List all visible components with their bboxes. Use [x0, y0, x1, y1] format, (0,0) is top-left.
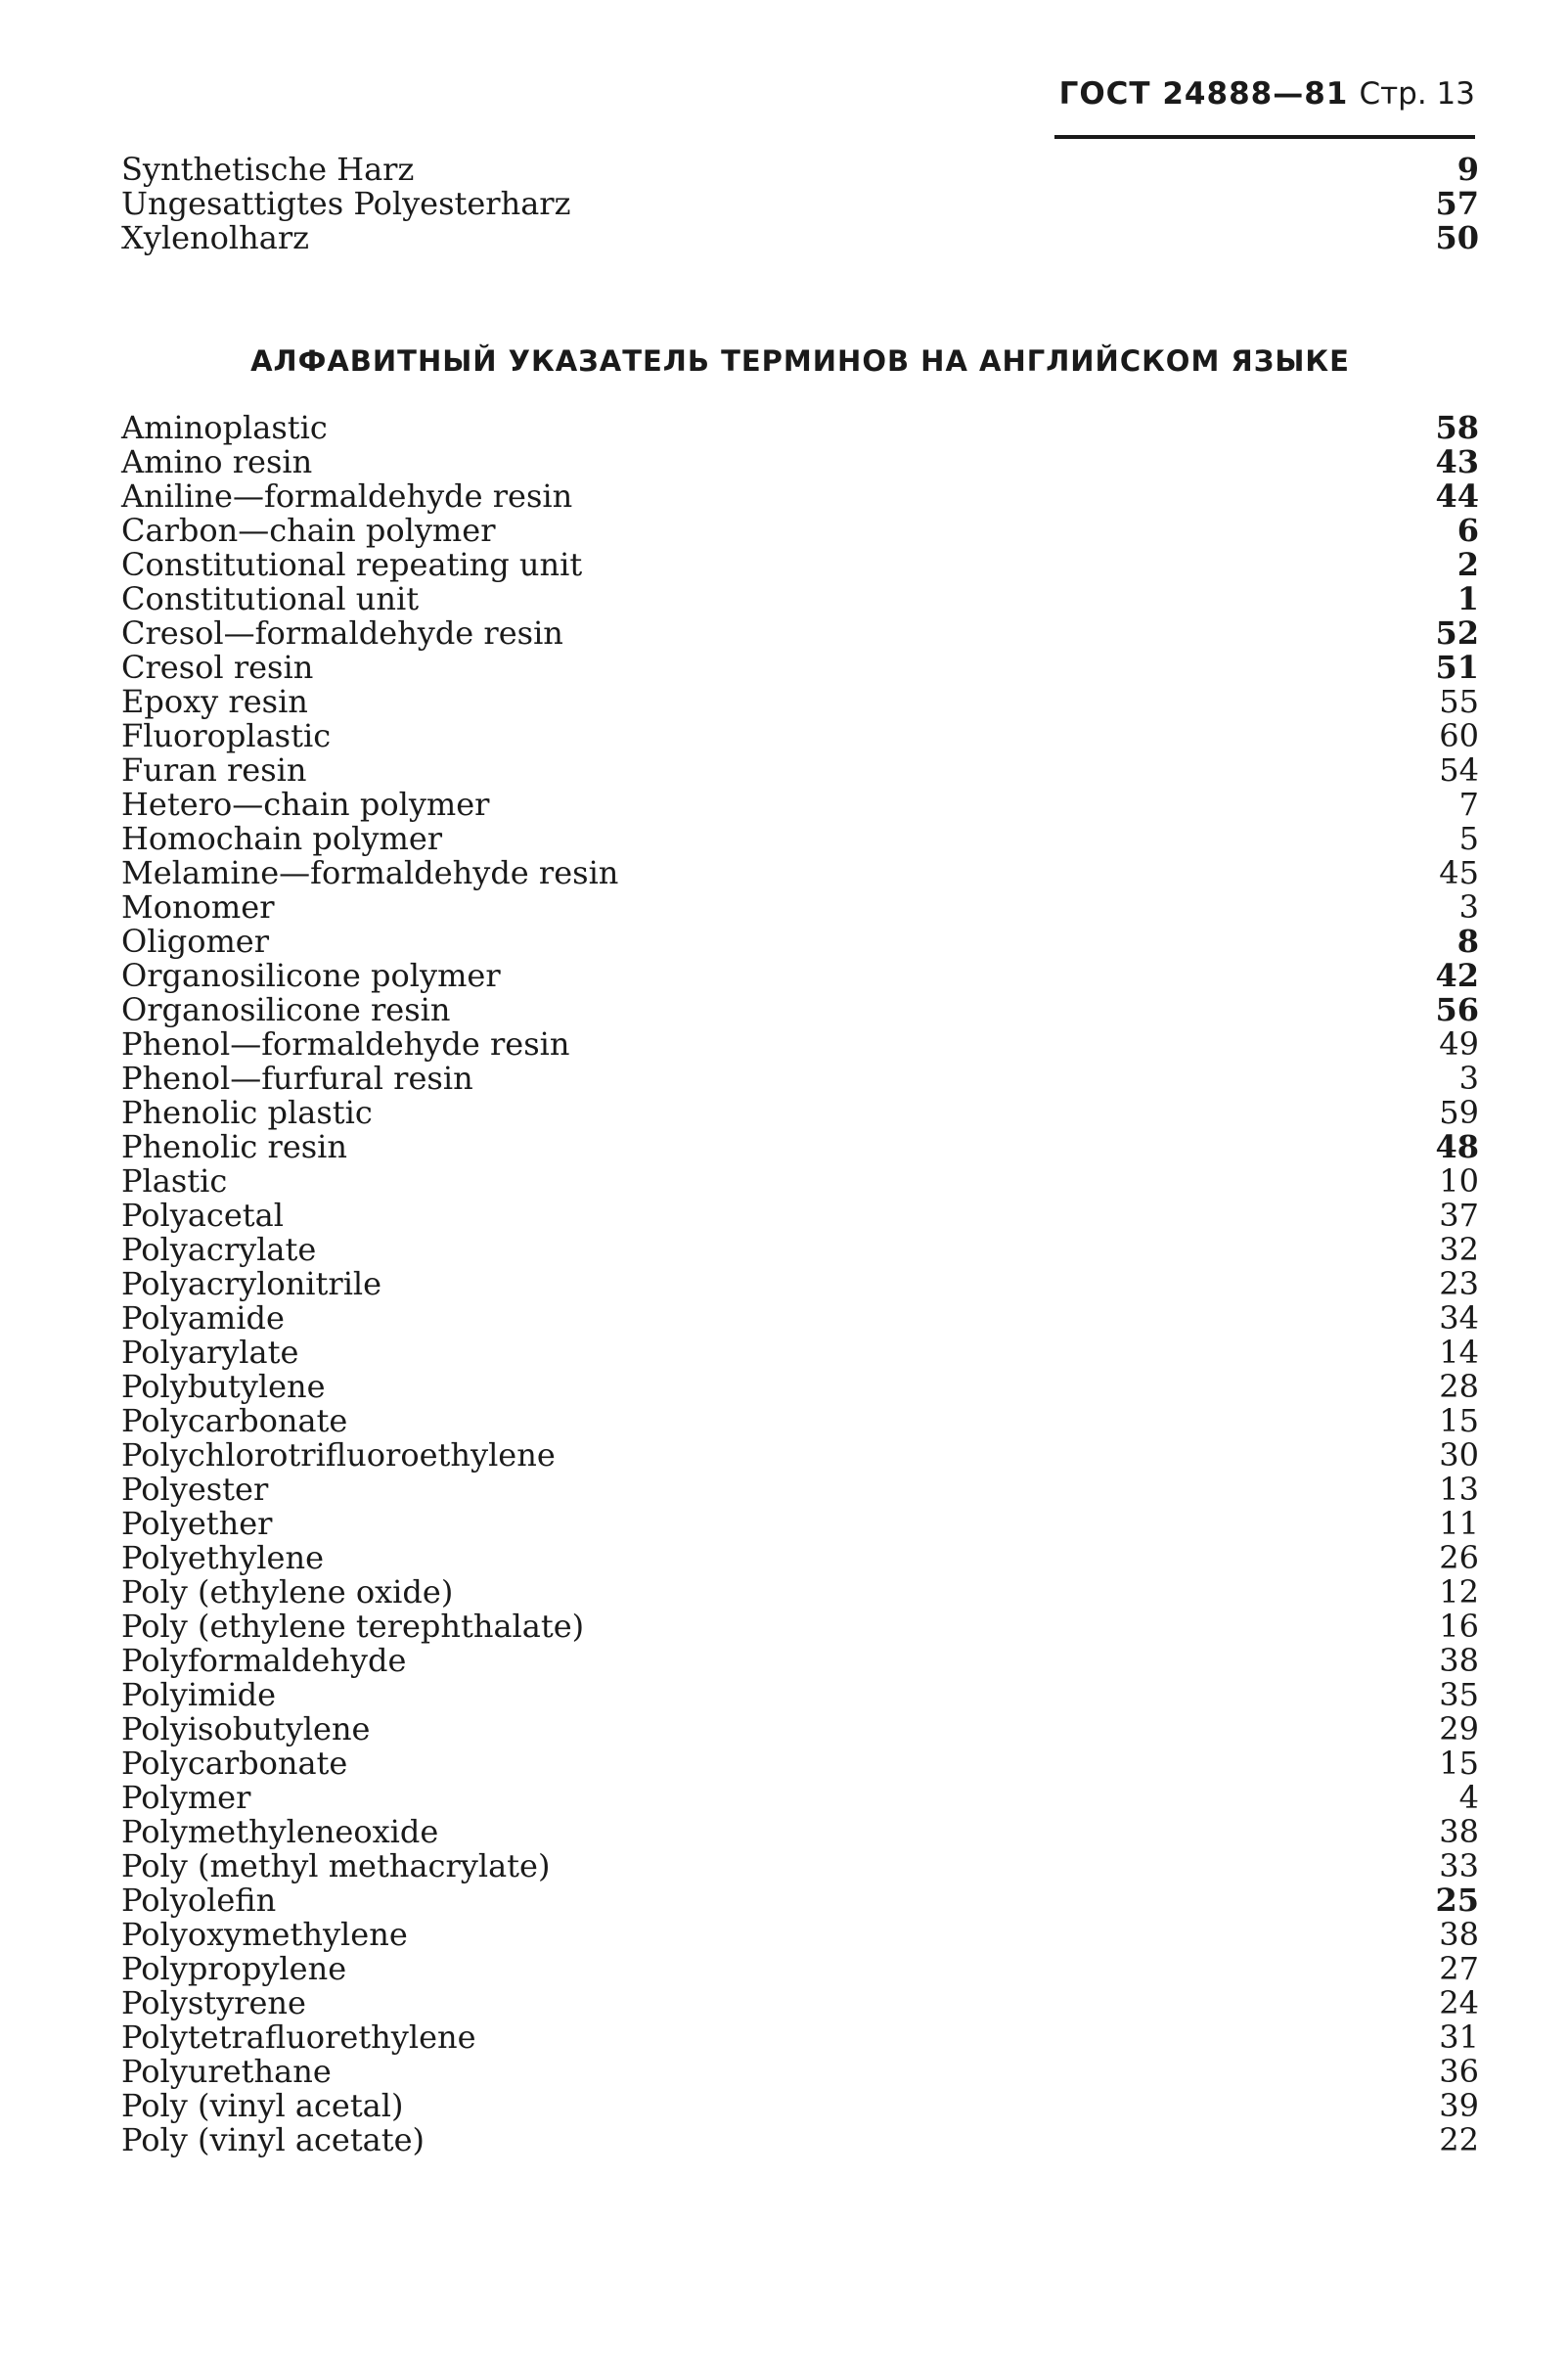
index-term-number: 49	[1439, 1025, 1479, 1063]
index-term-number: 9	[1456, 151, 1479, 188]
index-entry	[121, 1096, 1479, 1130]
index-term: Constitutional repeating unit	[121, 546, 583, 583]
index-term: Polymer	[121, 1779, 251, 1816]
index-term-number: 36	[1439, 2053, 1479, 2090]
index-entry	[121, 1575, 1479, 1610]
index-term: Polyamide	[121, 1299, 285, 1337]
index-term-number: 58	[1435, 409, 1479, 446]
index-term-number: 16	[1439, 1608, 1479, 1645]
index-entry	[121, 1301, 1479, 1336]
index-term-number: 7	[1458, 786, 1479, 823]
index-term-number: 33	[1439, 1847, 1479, 1884]
index-term-number: 6	[1456, 512, 1479, 549]
index-entry	[121, 890, 1479, 925]
index-term: Aminoplastic	[121, 409, 328, 446]
index-entry	[121, 2123, 1479, 2157]
index-entry	[121, 1644, 1479, 1678]
section-title: АЛФАВИТНЫЙ УКАЗАТЕЛЬ ТЕРМИНОВ НА АНГЛИЙСКОМ ЯЗЫКЕ	[250, 344, 1350, 378]
index-entry	[121, 1404, 1479, 1438]
index-term: Polyether	[121, 1505, 273, 1542]
index-term: Organosilicone polymer	[121, 957, 501, 994]
index-term: Polybutylene	[121, 1368, 326, 1405]
index-term-number: 22	[1439, 2121, 1479, 2158]
index-term: Homochain polymer	[121, 820, 443, 857]
index-term: Fluoroplastic	[121, 717, 332, 754]
index-term-number: 15	[1439, 1745, 1479, 1782]
index-entry	[121, 548, 1479, 582]
index-entry	[121, 1473, 1479, 1507]
index-term: Cresol—formaldehyde resin	[121, 614, 563, 652]
index-term: Polyacrylonitrile	[121, 1265, 382, 1302]
index-entry	[121, 1781, 1479, 1815]
index-entry	[121, 822, 1479, 856]
index-term-number: 38	[1439, 1642, 1479, 1679]
index-term: Carbon—chain polymer	[121, 512, 496, 549]
index-term-number: 13	[1439, 1471, 1479, 1508]
index-term-number: 26	[1439, 1539, 1479, 1576]
index-term: Polyimide	[121, 1676, 277, 1713]
index-term: Polyethylene	[121, 1539, 325, 1576]
index-term-number: 35	[1439, 1676, 1479, 1713]
index-term: Poly (vinyl acetal)	[121, 2087, 404, 2124]
index-term: Hetero—chain polymer	[121, 786, 490, 823]
index-entry	[121, 1952, 1479, 1986]
index-entry	[121, 651, 1479, 685]
index-term-number: 50	[1435, 219, 1479, 256]
index-entry	[121, 1986, 1479, 2020]
index-entry	[121, 411, 1479, 445]
index-term: Phenolic plastic	[121, 1094, 373, 1131]
index-term-number: 14	[1439, 1334, 1479, 1371]
index-term: Poly (methyl methacrylate)	[121, 1847, 551, 1884]
index-term: Polycarbonate	[121, 1402, 348, 1439]
index-entry	[121, 1336, 1479, 1370]
index-entry	[121, 1267, 1479, 1301]
index-entry	[121, 753, 1479, 788]
index-entry	[121, 153, 1479, 187]
index-term: Plastic	[121, 1162, 228, 1200]
index-entry	[121, 685, 1479, 719]
index-term-number: 43	[1435, 443, 1479, 480]
index-entry	[121, 1438, 1479, 1473]
index-entry	[121, 1199, 1479, 1233]
index-term: Polyacetal	[121, 1197, 284, 1234]
index-term: Polyoxymethylene	[121, 1916, 408, 1953]
index-term-number: 27	[1439, 1950, 1479, 1987]
index-entry	[121, 1610, 1479, 1644]
english-index-list	[121, 411, 1479, 2157]
index-entry	[121, 959, 1479, 993]
index-term-number: 37	[1439, 1197, 1479, 1234]
index-term-number: 34	[1439, 1299, 1479, 1337]
index-term-number: 30	[1439, 1436, 1479, 1474]
index-term-number: 51	[1435, 649, 1479, 686]
index-term: Aniline—formaldehyde resin	[121, 477, 573, 515]
index-entry	[121, 925, 1479, 959]
index-term-number: 23	[1439, 1265, 1479, 1302]
index-term: Epoxy resin	[121, 683, 308, 720]
index-entry	[121, 719, 1479, 753]
index-entry	[121, 187, 1479, 221]
index-term-number: 42	[1435, 957, 1479, 994]
index-term-number: 39	[1439, 2087, 1479, 2124]
index-term-number: 4	[1458, 1779, 1479, 1816]
index-term: Polytetrafluorethylene	[121, 2019, 476, 2056]
index-term-number: 28	[1439, 1368, 1479, 1405]
index-entry	[121, 1541, 1479, 1575]
index-entry	[121, 1233, 1479, 1267]
index-entry	[121, 514, 1479, 548]
index-term-number: 48	[1435, 1128, 1479, 1165]
index-term: Polyarylate	[121, 1334, 299, 1371]
index-entry	[121, 993, 1479, 1027]
index-entry	[121, 2020, 1479, 2055]
index-entry	[121, 1507, 1479, 1541]
index-term: Polychlorotrifluoroethylene	[121, 1436, 556, 1474]
index-term: Polyisobutylene	[121, 1710, 371, 1747]
index-term: Phenol—formaldehyde resin	[121, 1025, 570, 1063]
index-term: Poly (vinyl acetate)	[121, 2121, 426, 2158]
german-index-list	[121, 153, 1479, 255]
index-term-number: 2	[1456, 546, 1479, 583]
index-term: Polyester	[121, 1471, 269, 1508]
index-term: Synthetische Harz	[121, 151, 415, 188]
index-term: Furan resin	[121, 751, 307, 789]
index-term: Polyurethane	[121, 2053, 332, 2090]
index-term: Oligomer	[121, 923, 270, 960]
index-term: Poly (ethylene oxide)	[121, 1573, 454, 1610]
index-term-number: 1	[1456, 580, 1479, 617]
index-term-number: 3	[1458, 1060, 1479, 1097]
index-term-number: 44	[1435, 477, 1479, 515]
index-term: Cresol resin	[121, 649, 314, 686]
index-entry	[121, 788, 1479, 822]
index-term-number: 32	[1439, 1231, 1479, 1268]
index-term: Constitutional unit	[121, 580, 420, 617]
index-term: Polycarbonate	[121, 1745, 348, 1782]
index-entry	[121, 616, 1479, 651]
index-term: Phenol—furfural resin	[121, 1060, 473, 1097]
index-term-number: 31	[1439, 2019, 1479, 2056]
index-entry	[121, 1370, 1479, 1404]
index-entry	[121, 221, 1479, 255]
index-entry	[121, 1130, 1479, 1164]
index-term: Xylenolharz	[121, 219, 309, 256]
index-term-number: 8	[1456, 923, 1479, 960]
index-term: Phenolic resin	[121, 1128, 348, 1165]
index-entry	[121, 1918, 1479, 1952]
standard-number: ГОСТ 24888—81	[1058, 76, 1349, 112]
index-term-number: 56	[1435, 991, 1479, 1028]
index-entry	[121, 1027, 1479, 1062]
index-term-number: 25	[1435, 1882, 1479, 1919]
index-term: Monomer	[121, 888, 275, 926]
index-term-number: 60	[1439, 717, 1479, 754]
index-term-number: 24	[1439, 1984, 1479, 2021]
page-header	[1054, 76, 1475, 139]
index-term: Polymethyleneoxide	[121, 1813, 439, 1850]
index-term: Melamine—formaldehyde resin	[121, 854, 619, 891]
index-entry	[121, 479, 1479, 514]
index-entry	[121, 582, 1479, 616]
index-term: Organosilicone resin	[121, 991, 451, 1028]
index-entry	[121, 1815, 1479, 1849]
index-term: Amino resin	[121, 443, 313, 480]
index-term-number: 15	[1439, 1402, 1479, 1439]
index-entry	[121, 1164, 1479, 1199]
index-term-number: 3	[1458, 888, 1479, 926]
index-term-number: 55	[1439, 683, 1479, 720]
index-term: Polyformaldehyde	[121, 1642, 407, 1679]
index-term-number: 29	[1439, 1710, 1479, 1747]
index-term-number: 10	[1439, 1162, 1479, 1200]
index-entry	[121, 1849, 1479, 1883]
index-entry	[121, 1678, 1479, 1712]
index-term-number: 11	[1439, 1505, 1479, 1542]
index-entry	[121, 2055, 1479, 2089]
index-entry	[121, 2089, 1479, 2123]
index-entry	[121, 1747, 1479, 1781]
index-term-number: 12	[1439, 1573, 1479, 1610]
index-term: Polystyrene	[121, 1984, 306, 2021]
index-entry	[121, 856, 1479, 890]
index-term: Polypropylene	[121, 1950, 347, 1987]
index-term-number: 38	[1439, 1813, 1479, 1850]
index-term-number: 52	[1435, 614, 1479, 652]
page-number: Стр. 13	[1359, 76, 1475, 112]
index-term-number: 57	[1435, 185, 1479, 222]
index-term-number: 59	[1439, 1094, 1479, 1131]
index-term-number: 54	[1439, 751, 1479, 789]
index-term: Polyacrylate	[121, 1231, 317, 1268]
index-entry	[121, 1062, 1479, 1096]
index-term: Poly (ethylene terephthalate)	[121, 1608, 585, 1645]
index-term-number: 45	[1439, 854, 1479, 891]
index-entry	[121, 1883, 1479, 1918]
index-term: Polyolefin	[121, 1882, 277, 1919]
index-term: Ungesattigtes Polyesterharz	[121, 185, 571, 222]
index-entry	[121, 1712, 1479, 1747]
index-term-number: 38	[1439, 1916, 1479, 1953]
index-term-number: 5	[1458, 820, 1479, 857]
index-entry	[121, 445, 1479, 479]
